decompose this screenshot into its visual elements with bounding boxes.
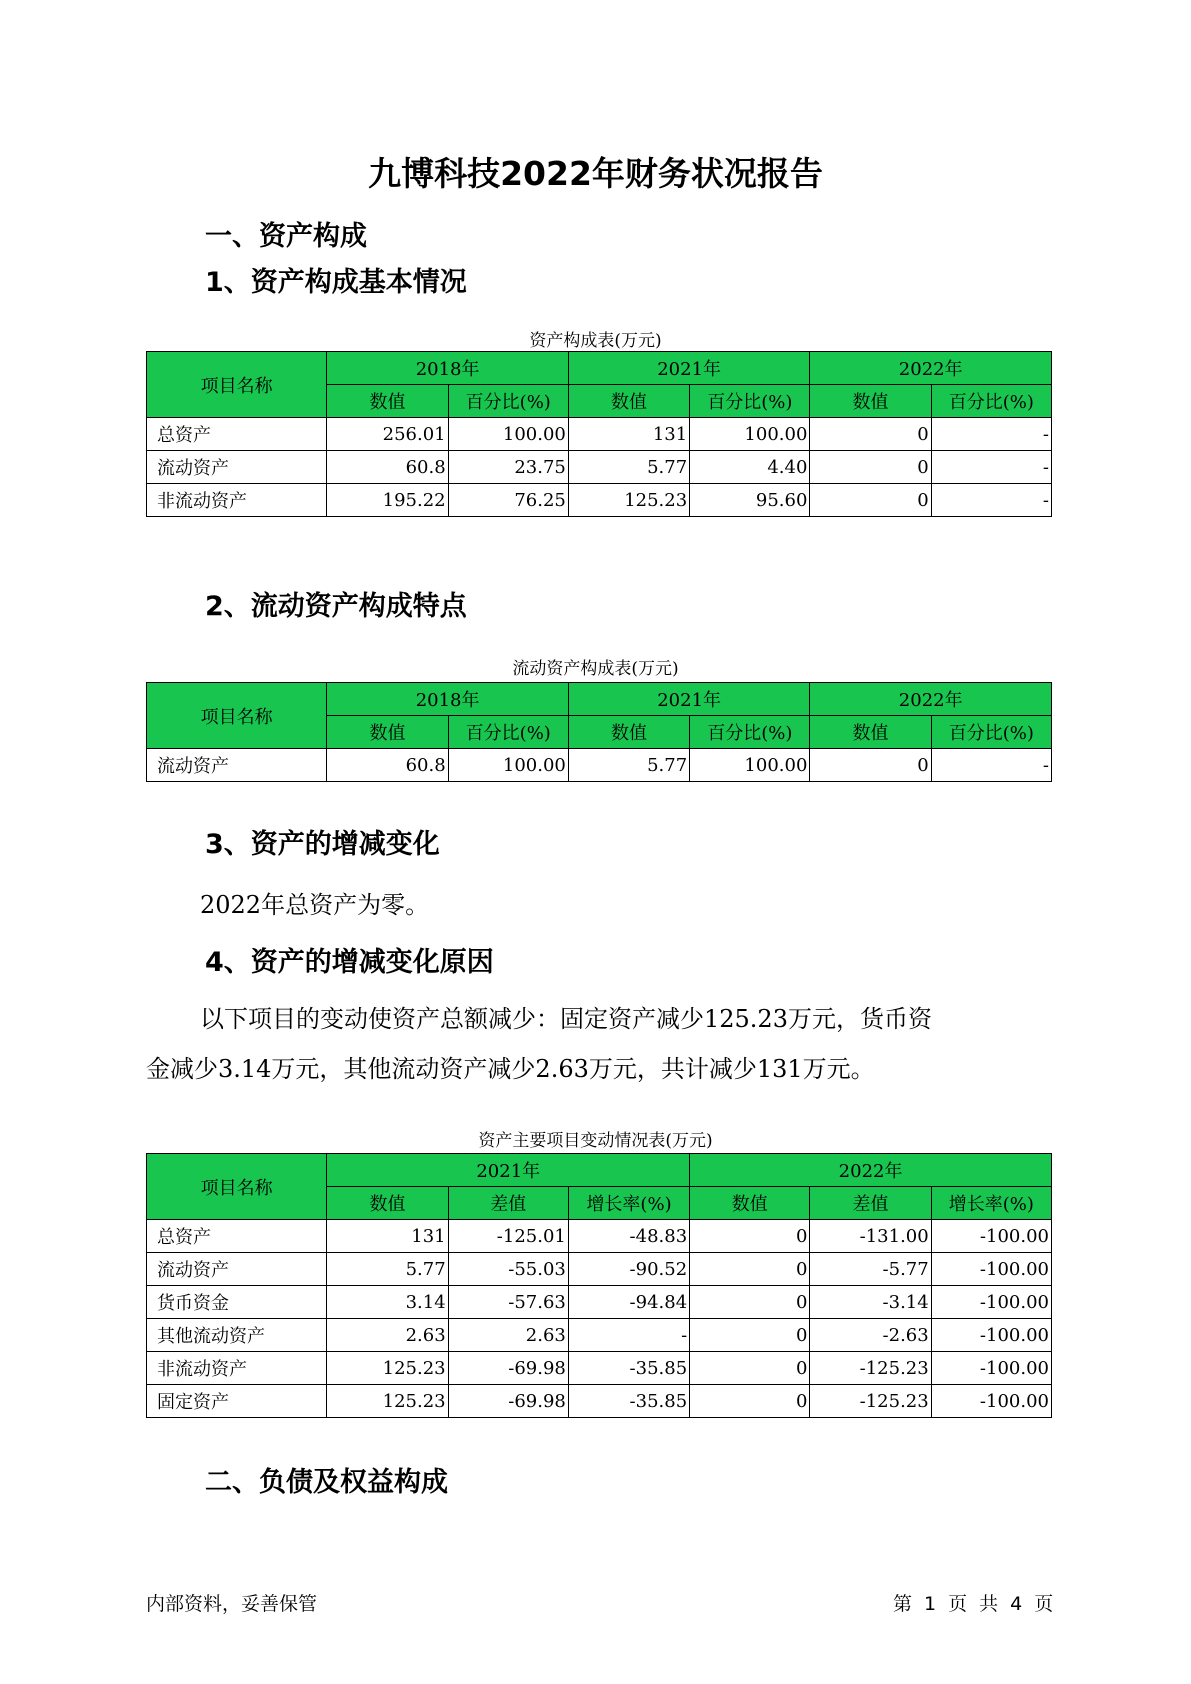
table-cell: -90.52	[568, 1253, 689, 1286]
table-cell: 2.63	[448, 1319, 568, 1352]
total-prefix: 共	[979, 1593, 999, 1615]
table-cell: 60.8	[327, 749, 448, 782]
table-cell: 100.00	[448, 418, 568, 451]
paragraph-change-reason-line1: 以下项目的变动使资产总额减少：固定资产减少125.23万元，货币资	[200, 1005, 932, 1033]
table-cell: 76.25	[448, 484, 568, 517]
header-sub: 数值	[568, 385, 689, 418]
subsection-heading-4: 4、资产的增减变化原因	[205, 947, 494, 978]
table-cell: -	[931, 749, 1051, 782]
asset-changes-table	[146, 1153, 1052, 1418]
table-cell: -125.01	[448, 1220, 568, 1253]
row-label: 总资产	[147, 1220, 327, 1253]
header-sub: 数值	[690, 1187, 810, 1220]
table-cell: 0	[690, 1253, 810, 1286]
header-sub: 百分比(%)	[931, 385, 1051, 418]
header-sub: 数值	[810, 716, 931, 749]
row-label: 固定资产	[147, 1385, 327, 1418]
table-cell: 23.75	[448, 451, 568, 484]
table-cell: 100.00	[690, 749, 810, 782]
footer-page-number	[893, 1589, 1065, 1616]
table-cell: -5.77	[810, 1253, 931, 1286]
header-sub: 数值	[327, 1187, 448, 1220]
table-cell: 0	[810, 749, 931, 782]
table-cell: 2.63	[327, 1319, 448, 1352]
table-cell: 100.00	[690, 418, 810, 451]
table-caption-current-assets: 流动资产构成表(万元)	[512, 659, 679, 679]
table-cell: -94.84	[568, 1286, 689, 1319]
table-cell: 0	[810, 418, 931, 451]
table-cell: 3.14	[327, 1286, 448, 1319]
header-item-name: 项目名称	[147, 352, 327, 418]
paragraph-asset-change: 2022年总资产为零。	[200, 891, 430, 919]
table-cell: 131	[568, 418, 689, 451]
table-cell: -35.85	[568, 1385, 689, 1418]
header-year: 2022年	[810, 352, 1052, 385]
table-cell: 5.77	[568, 451, 689, 484]
table-cell: 0	[690, 1220, 810, 1253]
table-cell: -69.98	[448, 1385, 568, 1418]
subsection-heading-1: 1、资产构成基本情况	[205, 267, 467, 298]
table-cell: -100.00	[931, 1253, 1051, 1286]
table-cell: -100.00	[931, 1352, 1051, 1385]
current-assets-table	[146, 682, 1052, 782]
section-heading-liabilities: 二、负债及权益构成	[205, 1467, 448, 1498]
table-cell: -125.23	[810, 1385, 931, 1418]
header-sub: 数值	[327, 716, 448, 749]
table-cell: 195.22	[327, 484, 448, 517]
header-sub: 数值	[327, 385, 448, 418]
table-cell: 4.40	[690, 451, 810, 484]
table-cell: 125.23	[327, 1352, 448, 1385]
header-sub: 增长率(%)	[931, 1187, 1051, 1220]
table-cell: -	[568, 1319, 689, 1352]
header-year: 2021年	[327, 1154, 690, 1187]
table-cell: -100.00	[931, 1385, 1051, 1418]
row-label: 流动资产	[147, 1253, 327, 1286]
table-cell: 0	[810, 484, 931, 517]
header-sub: 百分比(%)	[448, 716, 568, 749]
header-year: 2018年	[327, 352, 569, 385]
table-cell: 5.77	[568, 749, 689, 782]
table-cell: -	[931, 418, 1051, 451]
table-cell: -131.00	[810, 1220, 931, 1253]
table-row	[147, 1286, 1052, 1319]
table-cell: 0	[690, 1319, 810, 1352]
header-sub: 增长率(%)	[568, 1187, 689, 1220]
header-sub: 差值	[448, 1187, 568, 1220]
header-year: 2022年	[690, 1154, 1052, 1187]
table-cell: 125.23	[568, 484, 689, 517]
row-label: 流动资产	[147, 749, 327, 782]
row-label: 其他流动资产	[147, 1319, 327, 1352]
asset-composition-table	[146, 351, 1052, 517]
table-cell: -100.00	[931, 1286, 1051, 1319]
table-cell: 0	[690, 1286, 810, 1319]
table-cell: 95.60	[690, 484, 810, 517]
table-row	[147, 1253, 1052, 1286]
row-label: 非流动资产	[147, 1352, 327, 1385]
table-cell: 60.8	[327, 451, 448, 484]
page-title: 九博科技2022年财务状况报告	[368, 154, 823, 193]
table-cell: -55.03	[448, 1253, 568, 1286]
table-cell: 256.01	[327, 418, 448, 451]
page-unit: 页	[948, 1593, 968, 1615]
subsection-heading-2: 2、流动资产构成特点	[205, 591, 467, 622]
table-caption-asset-changes: 资产主要项目变动情况表(万元)	[478, 1131, 713, 1151]
section-heading-assets: 一、资产构成	[205, 221, 367, 252]
table-cell: -	[931, 451, 1051, 484]
row-label: 货币资金	[147, 1286, 327, 1319]
table-cell: -48.83	[568, 1220, 689, 1253]
page-prefix: 第	[893, 1593, 913, 1615]
row-label: 流动资产	[147, 451, 327, 484]
table-cell: -35.85	[568, 1352, 689, 1385]
table-cell: 0	[690, 1352, 810, 1385]
table-cell: -3.14	[810, 1286, 931, 1319]
header-year: 2022年	[810, 683, 1052, 716]
table-cell: -2.63	[810, 1319, 931, 1352]
header-year: 2021年	[568, 352, 810, 385]
table-cell: 100.00	[448, 749, 568, 782]
total-num: 4	[1010, 1593, 1023, 1615]
header-sub: 百分比(%)	[931, 716, 1051, 749]
table-cell: -69.98	[448, 1352, 568, 1385]
table-caption-asset-composition: 资产构成表(万元)	[529, 331, 662, 351]
header-sub: 百分比(%)	[448, 385, 568, 418]
page-num: 1	[924, 1593, 937, 1615]
table-cell: -	[931, 484, 1051, 517]
header-sub: 百分比(%)	[690, 716, 810, 749]
table-cell: -100.00	[931, 1319, 1051, 1352]
table-cell: -57.63	[448, 1286, 568, 1319]
header-sub: 数值	[568, 716, 689, 749]
header-sub: 数值	[810, 385, 931, 418]
table-row	[147, 1319, 1052, 1352]
table-cell: 5.77	[327, 1253, 448, 1286]
header-item-name: 项目名称	[147, 1154, 327, 1220]
table-cell: 0	[690, 1385, 810, 1418]
header-year: 2018年	[327, 683, 569, 716]
table-row	[147, 749, 1052, 782]
subsection-heading-3: 3、资产的增减变化	[205, 829, 440, 860]
table-row	[147, 1385, 1052, 1418]
table-cell: 0	[810, 451, 931, 484]
header-sub: 差值	[810, 1187, 931, 1220]
row-label: 总资产	[147, 418, 327, 451]
paragraph-change-reason-line2: 金减少3.14万元，其他流动资产减少2.63万元，共计减少131万元。	[146, 1055, 875, 1083]
header-year: 2021年	[568, 683, 810, 716]
table-cell: 125.23	[327, 1385, 448, 1418]
table-row	[147, 484, 1052, 517]
table-row	[147, 1220, 1052, 1253]
table-cell: -100.00	[931, 1220, 1051, 1253]
table-cell: 131	[327, 1220, 448, 1253]
table-row	[147, 1352, 1052, 1385]
table-row	[147, 451, 1052, 484]
table-row	[147, 418, 1052, 451]
header-sub: 百分比(%)	[690, 385, 810, 418]
footer-confidential-note: 内部资料，妥善保管	[146, 1593, 318, 1615]
total-unit: 页	[1034, 1593, 1054, 1615]
row-label: 非流动资产	[147, 484, 327, 517]
header-item-name: 项目名称	[147, 683, 327, 749]
table-cell: -125.23	[810, 1352, 931, 1385]
